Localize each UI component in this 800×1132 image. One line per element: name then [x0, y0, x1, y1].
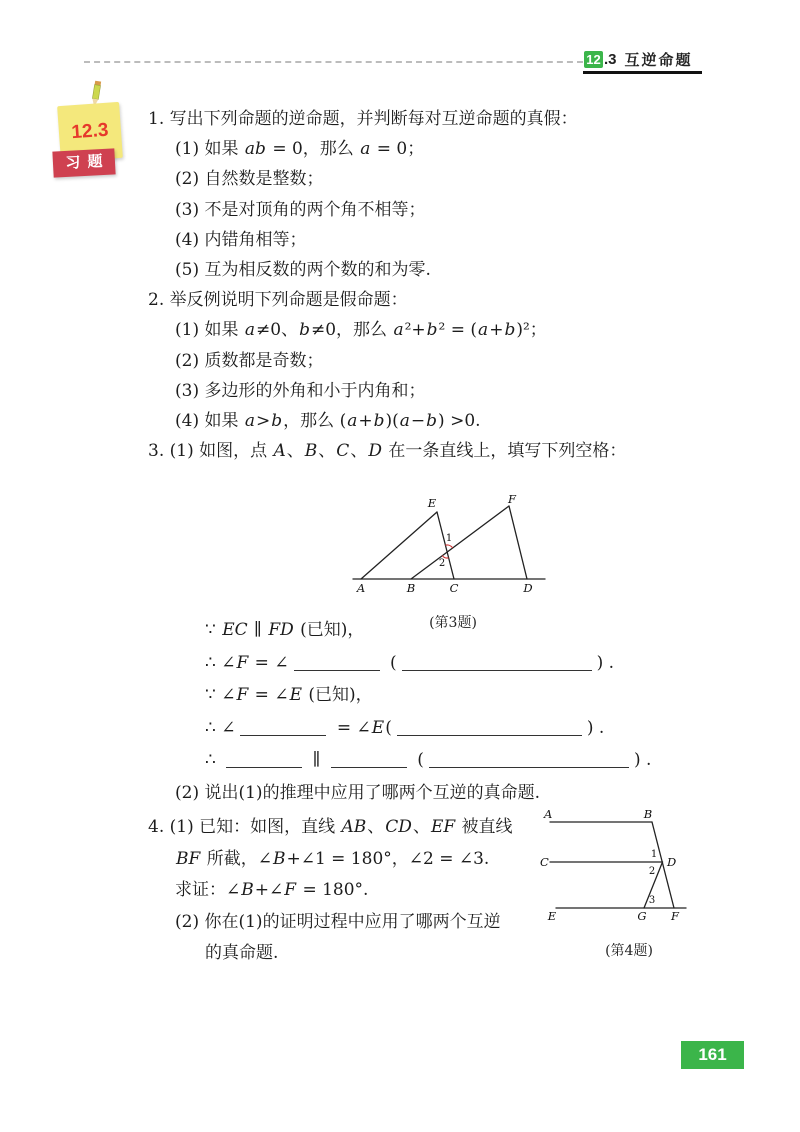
text-segment: b — [373, 410, 385, 431]
fig3-label-F: F — [508, 494, 516, 506]
text-segment: a — [399, 410, 410, 431]
text-line — [148, 907, 528, 939]
text-segment: + — [358, 410, 373, 431]
text-segment: a — [393, 320, 404, 341]
text-segment: 被直线 — [456, 817, 513, 837]
text-line — [148, 744, 748, 777]
text-line — [148, 938, 528, 970]
text-segment: B — [272, 848, 286, 869]
text-segment: ²+ — [404, 320, 426, 341]
text-segment: 1. 写出下列命题的逆命题，并判断每对互逆命题的真假： — [148, 109, 578, 129]
text-segment: (3) 不是对顶角的两个角不相等； — [175, 199, 426, 220]
text-segment: E — [289, 685, 302, 705]
text-line — [148, 647, 748, 680]
text-segment: > — [256, 410, 271, 431]
text-line — [148, 195, 748, 225]
text-segment: EC — [222, 620, 248, 640]
fig4-label-F: F — [671, 909, 679, 923]
text-segment: b — [299, 320, 310, 341]
text-segment: ) . — [596, 652, 615, 673]
text-segment: F — [236, 685, 249, 705]
text-segment: EF — [430, 817, 456, 837]
text-segment: ( — [411, 750, 424, 770]
text-segment: a — [347, 410, 358, 431]
text-segment: (2) 质数都是奇数； — [175, 350, 324, 371]
text-segment: C — [336, 441, 350, 462]
fill-in-blank — [402, 656, 592, 671]
text-segment: b — [271, 410, 283, 431]
text-segment: (2) 你在(1)的证明过程中应用了哪两个互逆 — [175, 911, 501, 932]
text-segment: b — [426, 410, 438, 431]
fig3-label-angle1: 1 — [445, 533, 453, 544]
fill-in-blank — [294, 656, 380, 671]
text-segment: (2) 说出(1)的推理中应用了哪两个互逆的真命题. — [175, 782, 540, 803]
text-segment: E — [371, 717, 385, 738]
text-segment: = ∠ — [331, 717, 371, 738]
text-segment: (1) 如果 — [175, 320, 244, 341]
text-segment: ∴ — [205, 750, 222, 770]
fill-in-blank — [240, 721, 326, 736]
figure-4 — [540, 806, 718, 924]
chapter-title: 互逆命题 — [624, 52, 693, 69]
text-segment: 求证：∠ — [175, 880, 241, 900]
fig3-label-C: C — [449, 581, 459, 595]
fill-in-blank — [331, 753, 407, 768]
text-segment: )( — [385, 410, 399, 431]
fig4-label-B: B — [643, 807, 653, 821]
text-segment: = 0，那么 — [266, 139, 360, 160]
fig4-label-A: A — [544, 807, 553, 821]
fig3-label-A: A — [356, 581, 366, 595]
text-line — [148, 315, 748, 345]
fig3-label-angle2: 2 — [438, 558, 446, 569]
text-segment: = ∠ — [249, 685, 289, 705]
fig4-label-C: C — [540, 855, 549, 869]
figure-3-block — [318, 494, 588, 632]
text-line — [148, 134, 748, 164]
text-segment: B — [241, 880, 254, 900]
fig3-line-AE — [361, 512, 437, 579]
text-line — [148, 346, 748, 376]
sticky-note-section-number: 12.3 — [70, 119, 110, 144]
section-header — [584, 49, 693, 70]
chapter-number-suffix: .3 — [604, 51, 617, 68]
header-rule — [583, 71, 702, 74]
text-segment: ) . — [633, 750, 652, 770]
text-segment: ( — [384, 652, 397, 673]
text-segment: ≠0，那么 — [310, 320, 393, 341]
text-segment: 、 — [350, 441, 368, 462]
text-segment: a — [244, 320, 256, 341]
chapter-number-badge: 12 — [584, 51, 603, 68]
text-segment: (已知)， — [294, 620, 365, 640]
text-segment: a — [478, 320, 489, 341]
text-segment: a — [244, 410, 256, 431]
text-segment: +∠ — [254, 880, 284, 900]
text-segment: ∥ — [307, 750, 326, 770]
figure-4-caption: (第4题) — [605, 943, 653, 959]
text-segment: (已知)， — [302, 685, 373, 705]
text-segment: CD — [385, 817, 412, 837]
fig3-line-FD — [509, 506, 527, 579]
text-line — [148, 777, 748, 810]
text-segment: 、 — [412, 817, 430, 837]
text-line — [148, 679, 748, 712]
text-segment: (5) 互为相反数的两个数的和为零. — [175, 259, 431, 280]
text-line — [148, 436, 748, 466]
text-segment: = ∠ — [249, 652, 289, 673]
text-segment: ∥ — [248, 620, 268, 640]
figure-3 — [347, 494, 559, 596]
fill-in-blank — [397, 721, 582, 736]
exercise-tag: 习题 — [52, 148, 115, 177]
text-line — [148, 406, 748, 436]
problems-text-block-2 — [148, 614, 748, 809]
text-segment: b — [426, 320, 438, 341]
text-line — [148, 875, 528, 907]
problems-text-block-1 — [148, 104, 748, 466]
exercise-sticky-note — [52, 86, 147, 191]
text-segment: B — [304, 441, 318, 462]
text-line — [148, 712, 748, 745]
text-segment: ∴ ∠ — [205, 717, 236, 738]
text-segment: ( — [385, 717, 392, 738]
text-segment: )²； — [516, 320, 547, 341]
text-segment: 在一条直线上，填写下列空格： — [382, 441, 627, 462]
fig4-label-angle2: 2 — [648, 866, 656, 877]
text-segment: 、 — [367, 817, 385, 837]
text-segment: (2) 自然数是整数； — [175, 169, 324, 190]
text-segment: ≠0、 — [256, 320, 299, 341]
figure-3-caption: (第3题) — [429, 615, 477, 631]
fig4-label-angle3: 3 — [648, 895, 656, 906]
text-segment: (4) 如果 — [175, 410, 244, 431]
figure-4-block — [530, 806, 728, 960]
text-line — [148, 285, 748, 315]
text-segment: (1) 如果 — [175, 139, 244, 160]
text-segment: +∠1 = 180°，∠2 = ∠3. — [286, 848, 490, 869]
text-line — [148, 164, 748, 194]
fig4-label-angle1: 1 — [650, 849, 658, 860]
problems-text-block-3 — [148, 812, 528, 970]
text-segment: F — [284, 880, 297, 900]
text-segment: a — [360, 139, 371, 160]
text-segment: A — [273, 441, 286, 462]
text-line — [148, 225, 748, 255]
fig3-line-BF — [411, 506, 509, 579]
text-segment: = 0； — [371, 139, 425, 160]
text-segment: ) >0. — [438, 410, 481, 431]
text-segment: (4) 内错角相等； — [175, 229, 307, 250]
text-segment: 、 — [286, 441, 304, 462]
text-line — [148, 376, 748, 406]
text-segment: + — [489, 320, 504, 341]
text-segment: (3) 多边形的外角和小于内角和； — [175, 380, 426, 401]
text-line — [148, 104, 748, 134]
text-segment: ∵ — [205, 620, 222, 640]
text-segment: 3. (1) 如图，点 — [148, 441, 273, 462]
text-segment: 所截，∠ — [201, 848, 272, 869]
text-segment: 的真命题. — [205, 943, 279, 963]
text-segment: ) . — [586, 717, 605, 738]
text-segment: 2. 举反例说明下列命题是假命题： — [148, 290, 408, 311]
fill-in-blank — [226, 753, 302, 768]
text-segment: − — [410, 410, 426, 431]
text-segment: D — [368, 441, 382, 462]
text-segment: ab — [244, 139, 266, 160]
text-segment: ∴ ∠ — [205, 652, 236, 673]
fig3-label-B: B — [406, 581, 416, 595]
text-segment: b — [504, 320, 516, 341]
page-number-badge: 161 — [681, 1041, 744, 1069]
fig4-label-D: D — [667, 855, 677, 869]
text-segment: ，那么 ( — [283, 410, 347, 431]
text-segment: FD — [268, 620, 294, 640]
text-segment: 4. (1) 已知：如图，直线 — [148, 817, 341, 837]
header-dashed-line — [84, 61, 583, 63]
text-segment: ∵ ∠ — [205, 685, 236, 705]
text-segment: = 180°. — [297, 880, 369, 900]
fig3-label-D: D — [523, 581, 533, 595]
text-line — [148, 614, 748, 647]
text-segment: BF — [176, 848, 201, 869]
text-segment: AB — [341, 817, 367, 837]
fig4-label-G: G — [637, 909, 647, 923]
text-line — [148, 255, 748, 285]
text-segment: ² = ( — [438, 320, 478, 341]
text-segment: F — [236, 652, 249, 673]
fig4-label-E: E — [547, 909, 557, 923]
text-line — [148, 812, 528, 844]
text-line — [148, 844, 528, 876]
fill-in-blank — [429, 753, 629, 768]
text-segment: 、 — [318, 441, 336, 462]
fig3-label-E: E — [427, 496, 437, 510]
